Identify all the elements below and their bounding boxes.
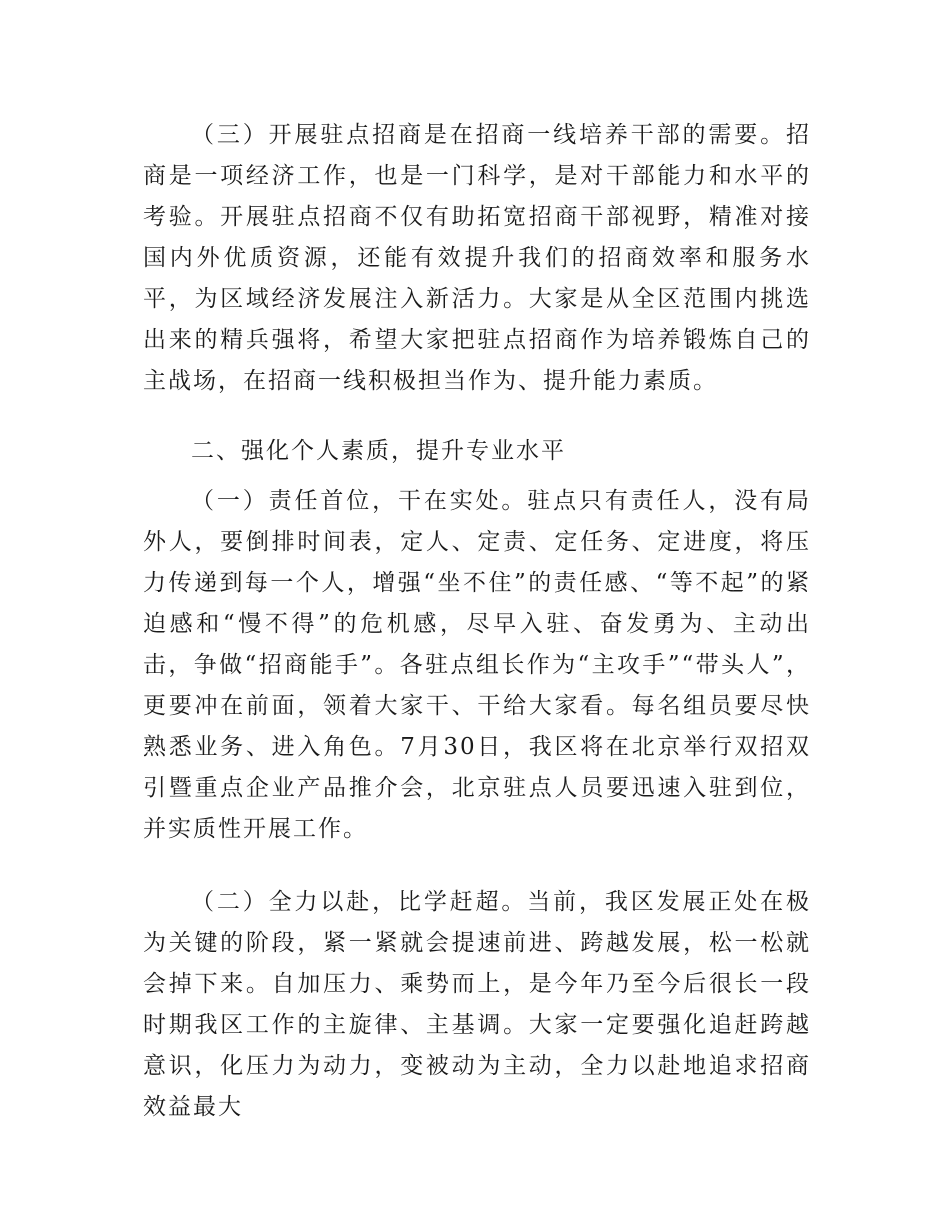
paragraph-all-out-effort (143, 882, 811, 1128)
paragraph-text: （一）责任首位，干在实处。驻点只有责任人，没有局外人，要倒排时间表，定人、定责、定任务、定进度，将压力传递到每一个人，增强“坐不住”的责任感、“等不起”的紧迫感和“慢不得”的危机感，尽早入驻、奋发勇为、主动出击，争做“招商能手”。各驻点组长作为“主攻手”“带头人”，更要冲在前面，领着大家干、干给大家看。每名组员要尽快熟悉业务、进入角色。7月30日，我区将在北京举行双招双引暨重点企业产品推介会，北京驻点人员要迅速入驻到位，并实质性开展工作。 (143, 488, 811, 842)
section-heading-2 (143, 431, 811, 472)
paragraph-text: （二）全力以赴，比学赶超。当前，我区发展正处在极为关键的阶段，紧一紧就会提速前进、跨越发展，松一松就会掉下来。自加压力、乘势而上，是今年乃至今后很长一段时期我区工作的主旋律、主基调。大家一定要强化追赶跨越意识，化压力为动力，变被动为主动，全力以赴地追求招商效益最大 (143, 889, 811, 1120)
paragraph-recruit-cadres (143, 115, 811, 402)
paragraph-text: （三）开展驻点招商是在招商一线培养干部的需要。招商是一项经济工作，也是一门科学，是对干部能力和水平的考验。开展驻点招商不仅有助拓宽招商干部视野，精准对接国内外优质资源，还能有效提升我们的招商效率和服务水平，为区域经济发展注入新活力。大家是从全区范围内挑选出来的精兵强将，希望大家把驻点招商作为培养锻炼自己的主战场，在招商一线积极担当作为、提升能力素质。 (143, 122, 811, 394)
paragraph-responsibility (143, 481, 811, 850)
section-heading-text: 二、强化个人素质，提升专业水平 (191, 438, 566, 464)
